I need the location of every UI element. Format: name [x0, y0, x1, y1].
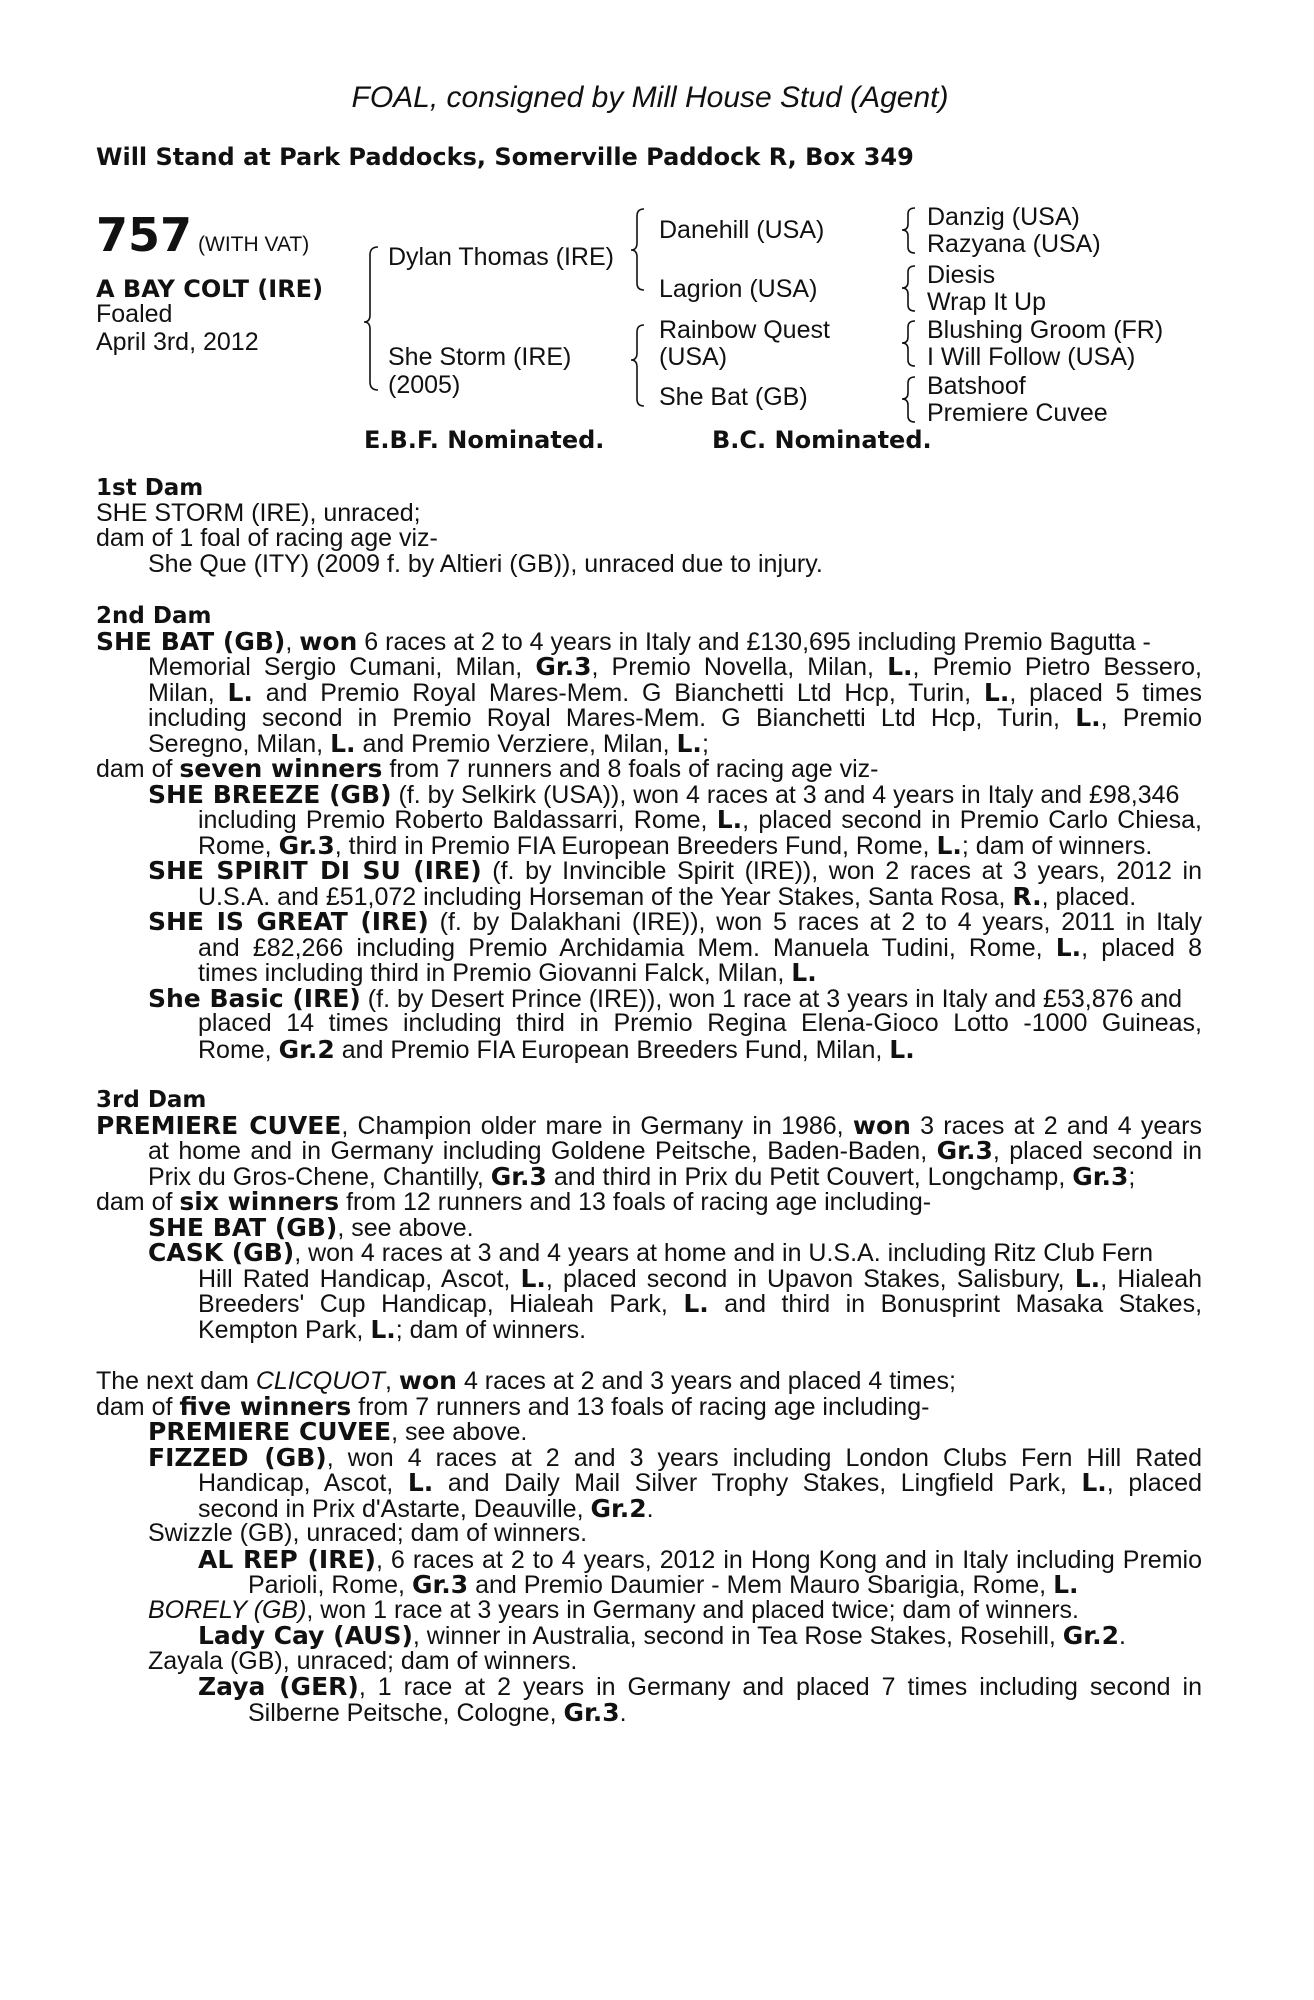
pedigree-ddd: Premiere Cuvee: [927, 399, 1108, 427]
pedigree-dds: Batshoof: [927, 372, 1026, 400]
pedigree-sire-sire: Danehill (USA): [659, 216, 825, 244]
horse-name: BORELY (GB): [148, 1595, 307, 1624]
pedigree-dam-sire-line1: Rainbow Quest: [659, 316, 830, 344]
first-dam-heading: 1st Dam: [96, 475, 204, 501]
text-line: Rome, Gr.3, third in Premio FIA European Breeders Fund, Rome, L.; dam of winners.: [198, 830, 1153, 860]
text-line: second in Prix d'Astarte, Deauville, Gr.2.: [198, 1493, 654, 1523]
text-line: U.S.A. and £51,072 including Horseman of the Year Stakes, Santa Rosa, R., placed.: [198, 881, 1137, 911]
bracket-dd: [902, 377, 915, 422]
text-line: Zaya (GER), 1 race at 2 years in Germany and placed 7 times including second in: [198, 1672, 1202, 1701]
lot-name: A BAY COLT (IRE): [96, 275, 324, 303]
foaled-label: Foaled: [96, 300, 173, 328]
text-line: Handicap, Ascot, L. and Daily Mail Silver Trophy Stakes, Lingfield Park, L., placed: [198, 1468, 1202, 1497]
horse-name: SHE BAT (GB): [148, 1212, 338, 1242]
text-line: Prix du Gros-Chene, Chantilly, Gr.3 and third in Prix du Petit Couvert, Longchamp, Gr.3;: [148, 1161, 1136, 1191]
text-line: SHE IS GREAT (IRE) (f. by Dalakhani (IRE)), won 5 races at 2 to 4 years, 2011 in Italy: [148, 907, 1202, 936]
pedigree-dsd: I Will Follow (USA): [927, 343, 1136, 371]
pedigree-dam-line1: She Storm (IRE): [388, 343, 572, 371]
text-line: Parioli, Rome, Gr.3 and Premio Daumier - Mem Mauro Sbarigia, Rome, L.: [248, 1570, 1079, 1599]
pedigree-brackets: [0, 0, 1314, 460]
text-line: She Basic (IRE) (f. by Desert Prince (IRE)), won 1 race at 3 years in Italy and £53,876 and: [148, 983, 1183, 1013]
bc-nominated: B.C. Nominated.: [712, 426, 932, 454]
horse-name: SHE SPIRIT DI SU (IRE): [148, 856, 482, 885]
text-line: Milan, L. and Premio Royal Mares-Mem. G Bianchetti Ltd Hcp, Turin, L., placed 5 times: [148, 677, 1202, 707]
horse-name: SHE IS GREAT (IRE): [148, 907, 429, 936]
horse-name: PREMIERE CUVEE: [148, 1417, 392, 1446]
first-dam-section: [96, 475, 1202, 577]
text-line: PREMIERE CUVEE, see above.: [148, 1417, 528, 1446]
pedigree-dam-line2: (2005): [388, 371, 461, 399]
text-line: SHE BAT (GB), won 6 races at 2 to 4 years in Italy and £130,695 including Premio Bagutta -: [96, 626, 1151, 656]
text-line: Memorial Sergio Cumani, Milan, Gr.3, Premio Novella, Milan, L., Premio Pietro Bessero,: [148, 652, 1202, 681]
bracket-sd: [902, 266, 915, 311]
text-line: placed 14 times including third in Premio Regina Elena-Gioco Lotto -1000 Guineas,: [198, 1009, 1202, 1037]
text-line: times including third in Premio Giovanni Falck, Milan, L.: [198, 958, 817, 987]
text-line: Rome, Gr.2 and Premio FIA European Breeders Fund, Milan, L.: [198, 1034, 915, 1064]
pedigree-dam-dam: She Bat (GB): [659, 383, 808, 411]
text-line: The next dam CLICQUOT, won 4 races at 2 and 3 years and placed 4 times;: [96, 1366, 956, 1395]
pedigree-dam-sire-line2: (USA): [659, 343, 728, 371]
text-line: Hill Rated Handicap, Ascot, L., placed second in Upavon Stakes, Salisbury, L., Hialeah: [198, 1263, 1203, 1293]
foaled-date: April 3rd, 2012: [96, 328, 259, 356]
text-line: PREMIERE CUVEE, Champion older mare in Germany in 1986, won 3 races at 2 and 4 years: [96, 1110, 1202, 1140]
horse-name: PREMIERE CUVEE: [96, 1110, 342, 1140]
text-line: SHE SPIRIT DI SU (IRE) (f. by Invincible Spirit (IRE)), won 2 races at 3 years, 2012 in: [148, 856, 1202, 885]
text-line: dam of six winners from 12 runners and 13 foals of racing age including-: [96, 1187, 932, 1216]
text-line: SHE BREEZE (GB) (f. by Selkirk (USA)), won 4 races at 3 and 4 years in Italy and £98,346: [148, 779, 1180, 809]
text-line: CASK (GB), won 4 races at 3 and 4 years at home and in U.S.A. including Ritz Club Fern: [148, 1238, 1153, 1267]
second-dam-section: [96, 603, 1202, 1062]
ebf-nominated: E.B.F. Nominated.: [364, 426, 605, 454]
bracket-dam: [631, 325, 644, 406]
pedigree-sdd: Wrap It Up: [927, 288, 1047, 316]
bracket-sire: [631, 209, 644, 290]
text-line: including second in Premio Royal Mares-Mem. G Bianchetti Ltd Hcp, Turin, L., Premio: [148, 703, 1202, 732]
text-line: SHE BAT (GB), see above.: [148, 1212, 474, 1242]
text-line: at home and in Germany including Goldene Peitsche, Baden-Baden, Gr.3, placed second in: [148, 1136, 1202, 1165]
pedigree-dss: Blushing Groom (FR): [927, 316, 1164, 344]
text-line: Lady Cay (AUS), winner in Australia, second in Tea Rose Stakes, Rosehill, Gr.2.: [198, 1621, 1126, 1650]
text-line: BORELY (GB), won 1 race at 3 years in Germany and placed twice; dam of winners.: [148, 1595, 1080, 1624]
horse-name: She Basic (IRE): [148, 983, 361, 1013]
first-dam-line: She Que (ITY) (2009 f. by Altieri (GB)), unraced due to injury.: [148, 549, 823, 578]
text-line: Zayala (GB), unraced; dam of winners.: [148, 1646, 578, 1675]
text-line: Swizzle (GB), unraced; dam of winners.: [148, 1519, 588, 1547]
horse-name: FIZZED (GB): [148, 1442, 327, 1472]
horse-name: AL REP (IRE): [198, 1544, 376, 1574]
pedigree-sire-dam: Lagrion (USA): [659, 275, 818, 303]
horse-name: CLICQUOT: [255, 1367, 385, 1395]
text-line: dam of five winners from 7 runners and 13 foals of racing age including-: [96, 1391, 930, 1421]
text-line: and £82,266 including Premio Archidamia Mem. Manuela Tudini, Rome, L., placed 8: [198, 932, 1202, 962]
third-dam-heading: 3rd Dam: [96, 1087, 207, 1113]
second-dam-heading: 2nd Dam: [96, 603, 212, 629]
bracket-ds: [902, 321, 915, 366]
pedigree-sds: Diesis: [927, 261, 996, 289]
bracket-ss: [902, 208, 915, 253]
text-line: Kempton Park, L.; dam of winners.: [198, 1314, 587, 1344]
text-line: including Premio Roberto Baldassarri, Rome, L., placed second in Premio Carlo Chiesa,: [198, 805, 1202, 834]
text-line: Seregno, Milan, L. and Premio Verziere, Milan, L.;: [148, 728, 709, 758]
catalogue-title: FOAL, consigned by Mill House Stud (Agent): [351, 81, 949, 114]
horse-name: Zaya (GER): [198, 1672, 359, 1701]
pedigree-sss: Danzig (USA): [927, 203, 1080, 231]
text-line: AL REP (IRE), 6 races at 2 to 4 years, 2012 in Hong Kong and in Italy including Premio: [198, 1544, 1202, 1574]
third-dam-section: [96, 1087, 1202, 1342]
pedigree-ssd: Razyana (USA): [927, 230, 1101, 258]
pedigree-sire: Dylan Thomas (IRE): [388, 243, 614, 271]
horse-name: Lady Cay (AUS): [198, 1621, 413, 1650]
text-line: Breeders' Cup Handicap, Hialeah Park, L. and third in Bonusprint Masaka Stakes,: [198, 1289, 1203, 1318]
text-line: dam of seven winners from 7 runners and 8 foals of racing age viz-: [96, 754, 879, 783]
lot-number: 757: [96, 208, 193, 262]
horse-name: SHE BAT (GB): [96, 626, 286, 656]
horse-name: CASK (GB): [148, 1238, 295, 1267]
bracket-gen1: [364, 247, 378, 390]
first-dam-line: dam of 1 foal of racing age viz-: [96, 524, 438, 552]
horse-name: SHE BREEZE (GB): [148, 779, 392, 809]
first-dam-line: SHE STORM (IRE), unraced;: [96, 498, 421, 527]
text-line: FIZZED (GB), won 4 races at 2 and 3 years including London Clubs Fern Hill Rated: [148, 1442, 1202, 1472]
stand-location: Will Stand at Park Paddocks, Somerville Paddock R, Box 349: [96, 143, 914, 171]
next-dam-section: [96, 1368, 1202, 1725]
vat-note: (WITH VAT): [198, 233, 310, 256]
text-line: Silberne Peitsche, Cologne, Gr.3.: [248, 1697, 627, 1727]
